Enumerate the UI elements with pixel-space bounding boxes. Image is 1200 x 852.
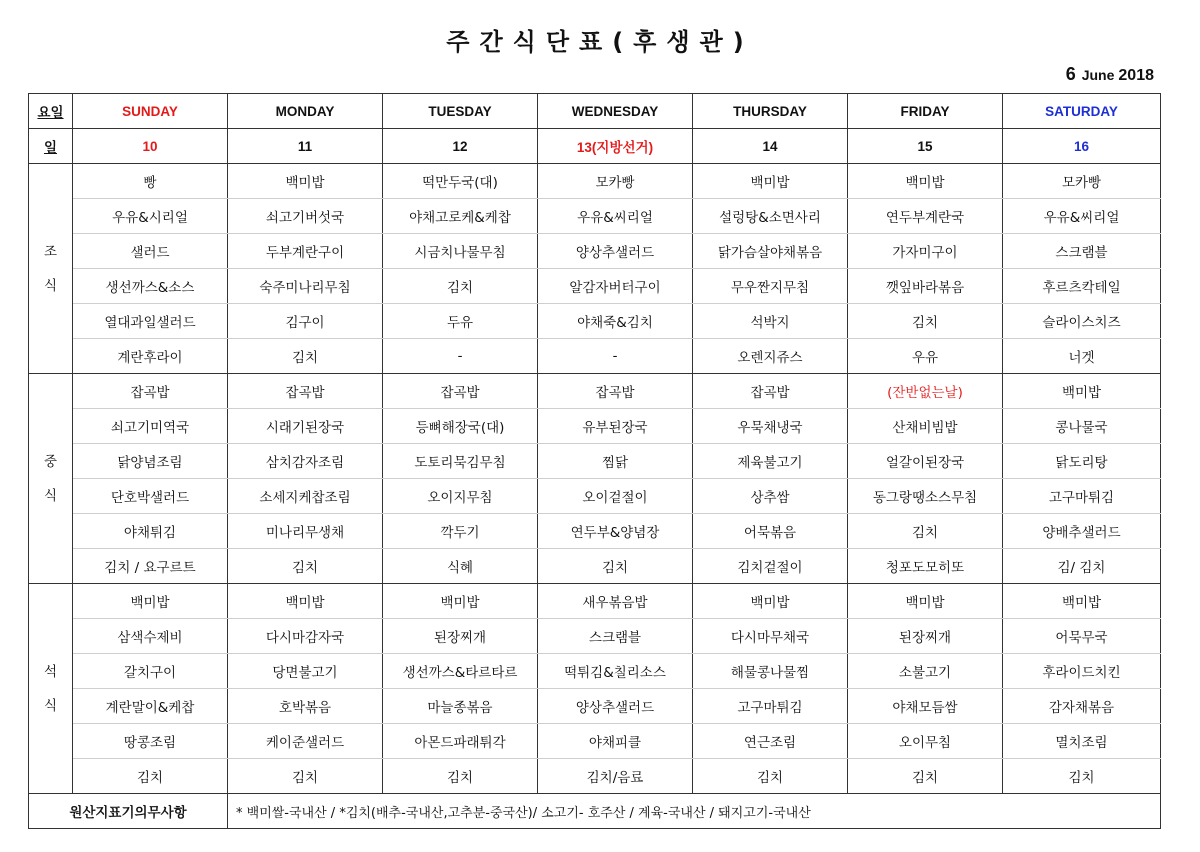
menu-item: 모카빵 <box>1003 164 1161 199</box>
menu-item: 고구마튀김 <box>1003 479 1161 514</box>
menu-item: 후르츠칵테일 <box>1003 269 1161 304</box>
day-number-thursday: 14 <box>693 129 848 164</box>
menu-item: 도토리묵김무침 <box>383 444 538 479</box>
weekly-menu-table <box>28 93 1161 829</box>
day-number-wednesday: 13(지방선거) <box>538 129 693 164</box>
menu-item: 얼갈이된장국 <box>848 444 1003 479</box>
menu-item: 백미밥 <box>1003 374 1161 409</box>
menu-item: 제육불고기 <box>693 444 848 479</box>
menu-item: 새우볶음밥 <box>538 584 693 619</box>
menu-item: 모카빵 <box>538 164 693 199</box>
breakfast-section <box>29 164 1161 374</box>
menu-item: 김치 <box>693 759 848 794</box>
menu-item: 김치/음료 <box>538 759 693 794</box>
menu-item: 가자미구이 <box>848 234 1003 269</box>
menu-item: 삼색수제비 <box>73 619 228 654</box>
table-row <box>29 409 1161 444</box>
menu-item: 단호박샐러드 <box>73 479 228 514</box>
menu-item: 콩나물국 <box>1003 409 1161 444</box>
table-row <box>29 479 1161 514</box>
lunch-section <box>29 374 1161 584</box>
menu-item: 숙주미나리무침 <box>228 269 383 304</box>
menu-item: 석박지 <box>693 304 848 339</box>
menu-item: 잡곡밥 <box>228 374 383 409</box>
day-number-monday: 11 <box>228 129 383 164</box>
menu-item: 연두부&양념장 <box>538 514 693 549</box>
menu-item: 연두부계란국 <box>848 199 1003 234</box>
menu-item: 슬라이스치즈 <box>1003 304 1161 339</box>
menu-item: 된장찌개 <box>383 619 538 654</box>
menu-item: 백미밥 <box>228 584 383 619</box>
menu-item: 후라이드치킨 <box>1003 654 1161 689</box>
menu-item: 김치 <box>228 549 383 584</box>
origin-label: 원산지표기의무사항 <box>29 794 228 829</box>
menu-item: 잡곡밥 <box>383 374 538 409</box>
menu-item: 두부계란구이 <box>228 234 383 269</box>
menu-item: 연근조림 <box>693 724 848 759</box>
menu-item: 샐러드 <box>73 234 228 269</box>
day-name-friday: FRIDAY <box>848 94 1003 129</box>
breakfast-label <box>29 164 73 374</box>
day-number-friday: 15 <box>848 129 1003 164</box>
menu-item: 깻잎바라볶음 <box>848 269 1003 304</box>
dinner-label <box>29 584 73 794</box>
menu-item: 삼치감자조림 <box>228 444 383 479</box>
menu-item: 생선까스&타르타르 <box>383 654 538 689</box>
menu-item: 청포도모히또 <box>848 549 1003 584</box>
lunch-label <box>29 374 73 584</box>
origin-text: * 백미쌀-국내산 / *김치(배추-국내산,고추분-중국산)/ 소고기- 호주산 / 계육-국내산 / 돼지고기-국내산 <box>228 794 1161 829</box>
menu-item: 우유&씨리얼 <box>1003 199 1161 234</box>
meal-label-top: 중 <box>43 453 58 470</box>
menu-item: 백미밥 <box>693 164 848 199</box>
menu-item: 김치 <box>848 514 1003 549</box>
menu-item: 오렌지쥬스 <box>693 339 848 374</box>
menu-item: 김치 <box>1003 759 1161 794</box>
menu-item: 계란말이&케찹 <box>73 689 228 724</box>
day-number-saturday: 16 <box>1003 129 1161 164</box>
menu-item: 상추쌈 <box>693 479 848 514</box>
table-row <box>29 269 1161 304</box>
menu-item: 김치 <box>228 339 383 374</box>
menu-item: 찜닭 <box>538 444 693 479</box>
menu-item: 감자채볶음 <box>1003 689 1161 724</box>
day-number-tuesday: 12 <box>383 129 538 164</box>
menu-item: 김치 <box>228 759 383 794</box>
menu-item: 김/ 김치 <box>1003 549 1161 584</box>
menu-item: 잡곡밥 <box>693 374 848 409</box>
menu-item: 해물콩나물찜 <box>693 654 848 689</box>
menu-item: 우유&시리얼 <box>73 199 228 234</box>
day-name-monday: MONDAY <box>228 94 383 129</box>
menu-item: 우묵채냉국 <box>693 409 848 444</box>
menu-item: 소세지케찹조림 <box>228 479 383 514</box>
menu-item: 동그랑땡소스무침 <box>848 479 1003 514</box>
menu-item: 다시마감자국 <box>228 619 383 654</box>
date-month: June <box>1081 67 1115 83</box>
date-row-label: 일 <box>29 129 73 164</box>
menu-item: 양상추샐러드 <box>538 234 693 269</box>
menu-item: 김치 <box>538 549 693 584</box>
menu-item: 계란후라이 <box>73 339 228 374</box>
menu-item: 잡곡밥 <box>73 374 228 409</box>
menu-item: 갈치구이 <box>73 654 228 689</box>
menu-item: 오이무침 <box>848 724 1003 759</box>
meal-label-bottom: 식 <box>43 487 58 504</box>
menu-item: 어묵볶음 <box>693 514 848 549</box>
menu-item: 생선까스&소스 <box>73 269 228 304</box>
menu-item: 스크램블 <box>538 619 693 654</box>
day-name-tuesday: TUESDAY <box>383 94 538 129</box>
menu-item: 야채피클 <box>538 724 693 759</box>
menu-item: 스크램블 <box>1003 234 1161 269</box>
menu-item: 떡만두국(대) <box>383 164 538 199</box>
table-row <box>29 304 1161 339</box>
menu-item: 김치 / 요구르트 <box>73 549 228 584</box>
meal-label-bottom: 식 <box>43 277 58 294</box>
menu-item: 쇠고기미역국 <box>73 409 228 444</box>
menu-item: 잡곡밥 <box>538 374 693 409</box>
meal-label-top: 조 <box>43 243 58 260</box>
menu-item: 오이겉절이 <box>538 479 693 514</box>
menu-item: 김치 <box>73 759 228 794</box>
menu-item: 김구이 <box>228 304 383 339</box>
menu-item: 두유 <box>383 304 538 339</box>
menu-item: 쇠고기버섯국 <box>228 199 383 234</box>
menu-item: 백미밥 <box>848 164 1003 199</box>
menu-item: 야채고로케&케찹 <box>383 199 538 234</box>
menu-item: 무우짠지무침 <box>693 269 848 304</box>
table-row <box>29 619 1161 654</box>
menu-item: - <box>538 339 693 374</box>
date-day: 6 <box>1065 64 1076 84</box>
menu-item: 닭가슴살야채볶음 <box>693 234 848 269</box>
menu-item: 김치겉절이 <box>693 549 848 584</box>
menu-item: 산채비빔밥 <box>848 409 1003 444</box>
menu-item: 백미밥 <box>228 164 383 199</box>
menu-item: 된장찌개 <box>848 619 1003 654</box>
menu-item: 너겟 <box>1003 339 1161 374</box>
table-row <box>29 584 1161 619</box>
date-year: 2018 <box>1118 67 1154 84</box>
menu-item: 닭양념조림 <box>73 444 228 479</box>
menu-item: 고구마튀김 <box>693 689 848 724</box>
table-row <box>29 759 1161 794</box>
dinner-section <box>29 584 1161 794</box>
menu-item: 백미밥 <box>693 584 848 619</box>
table-row <box>29 549 1161 584</box>
menu-item: 김치 <box>848 304 1003 339</box>
menu-item: 열대과일샐러드 <box>73 304 228 339</box>
meal-label-top: 석 <box>43 663 58 680</box>
menu-item: 등뼈해장국(대) <box>383 409 538 444</box>
menu-item: 어묵무국 <box>1003 619 1161 654</box>
day-name-wednesday: WEDNESDAY <box>538 94 693 129</box>
menu-item: 미나리무생채 <box>228 514 383 549</box>
meal-label-bottom: 식 <box>43 697 58 714</box>
table-row <box>29 654 1161 689</box>
table-row <box>29 234 1161 269</box>
table-row <box>29 514 1161 549</box>
menu-item: 우유 <box>848 339 1003 374</box>
menu-item: (잔반없는날) <box>848 374 1003 409</box>
menu-item: 백미밥 <box>1003 584 1161 619</box>
menu-item: 백미밥 <box>73 584 228 619</box>
weekday-row-label: 요일 <box>29 94 73 129</box>
day-number-sunday: 10 <box>73 129 228 164</box>
menu-item: 떡튀김&칠리소스 <box>538 654 693 689</box>
menu-item: 멸치조림 <box>1003 724 1161 759</box>
menu-item: 유부된장국 <box>538 409 693 444</box>
date-label <box>1066 64 1154 85</box>
menu-item: 식혜 <box>383 549 538 584</box>
menu-item: 우유&씨리얼 <box>538 199 693 234</box>
menu-item: 닭도리탕 <box>1003 444 1161 479</box>
menu-item: 김치 <box>848 759 1003 794</box>
menu-item: 아몬드파래튀각 <box>383 724 538 759</box>
menu-item: 김치 <box>383 759 538 794</box>
table-row <box>29 689 1161 724</box>
day-name-saturday: SATURDAY <box>1003 94 1161 129</box>
table-row <box>29 444 1161 479</box>
table-row <box>29 724 1161 759</box>
menu-item: 빵 <box>73 164 228 199</box>
menu-item: 야채튀김 <box>73 514 228 549</box>
menu-item: 야채죽&김치 <box>538 304 693 339</box>
menu-item: 오이지무침 <box>383 479 538 514</box>
menu-item: - <box>383 339 538 374</box>
menu-item: 깍두기 <box>383 514 538 549</box>
table-row <box>29 164 1161 199</box>
menu-item: 호박볶음 <box>228 689 383 724</box>
day-name-sunday: SUNDAY <box>73 94 228 129</box>
table-row <box>29 374 1161 409</box>
menu-item: 다시마무채국 <box>693 619 848 654</box>
menu-item: 소불고기 <box>848 654 1003 689</box>
menu-item: 시금치나물무침 <box>383 234 538 269</box>
menu-item: 마늘종볶음 <box>383 689 538 724</box>
menu-item: 백미밥 <box>383 584 538 619</box>
page-title: 주간식단표(후생관) <box>446 28 754 56</box>
menu-item: 김치 <box>383 269 538 304</box>
day-name-thursday: THURSDAY <box>693 94 848 129</box>
menu-item: 알감자버터구이 <box>538 269 693 304</box>
table-row <box>29 199 1161 234</box>
menu-item: 당면불고기 <box>228 654 383 689</box>
table-row <box>29 339 1161 374</box>
menu-item: 양배추샐러드 <box>1003 514 1161 549</box>
menu-item: 시래기된장국 <box>228 409 383 444</box>
menu-item: 땅콩조림 <box>73 724 228 759</box>
menu-item: 야채모듬쌈 <box>848 689 1003 724</box>
menu-item: 설렁탕&소면사리 <box>693 199 848 234</box>
menu-item: 백미밥 <box>848 584 1003 619</box>
menu-item: 양상추샐러드 <box>538 689 693 724</box>
menu-item: 케이준샐러드 <box>228 724 383 759</box>
